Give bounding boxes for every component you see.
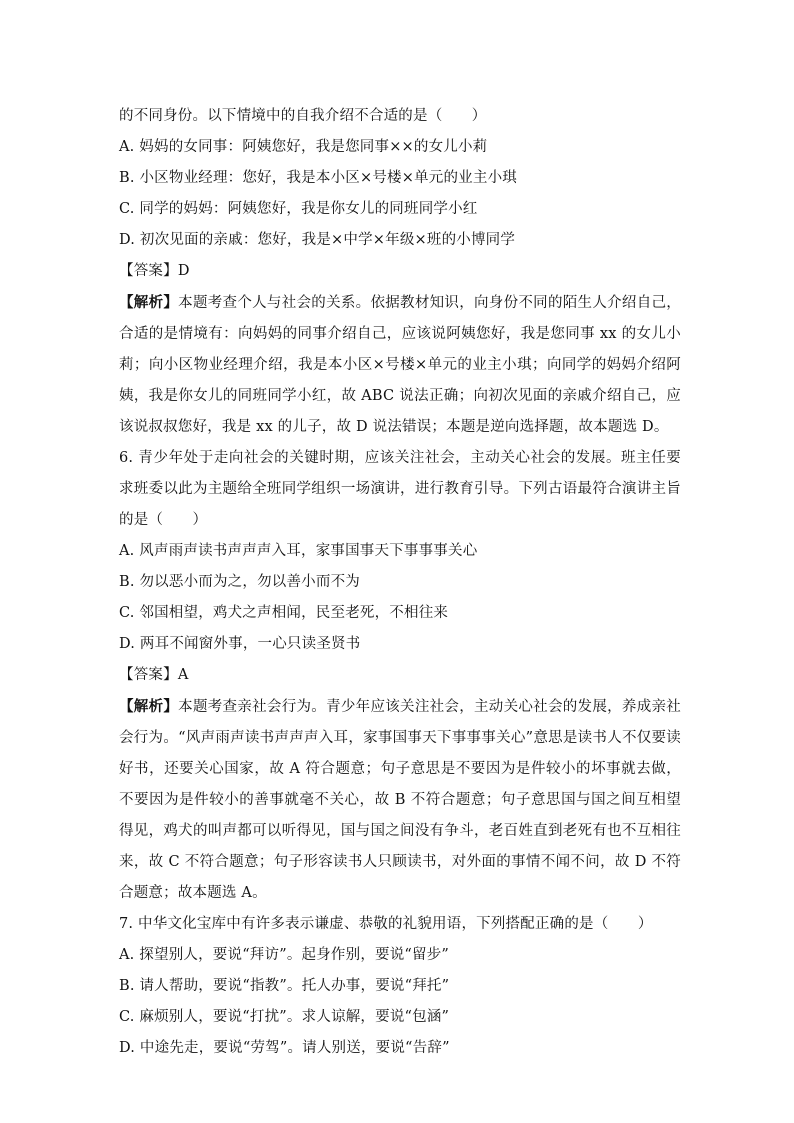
analysis-label: 【解析】 [119,698,179,715]
q5-option-a: A. 妈妈的女同事：阿姨您好，我是您同事××的女儿小莉 [119,139,488,155]
page-content [119,101,681,1064]
answer-label: 【答案】 [119,667,178,683]
answer-value: A [177,667,189,683]
q7-option-c: C. 麻烦别人，要说“打扰”。求人谅解，要说“包涵” [119,1009,450,1025]
q7-option-b: B. 请人帮助，要说“指教”。托人办事，要说“拜托” [119,978,450,994]
q6-analysis [119,691,681,909]
q6-option-d: D. 两耳不闻窗外事，一心只读圣贤书 [119,636,361,652]
q5-stem-tail: 的不同身份。以下情境中的自我介绍不合适的是（ ） [119,108,487,124]
q5-analysis [119,287,681,443]
answer-label: 【答案】 [119,263,178,279]
q7-option-d: D. 中途先走，要说“劳驾”。请人别送，要说“告辞” [119,1040,450,1056]
q5-answer [119,256,681,287]
q6-stem: 6. 青少年处于走向社会的关键时期，应该关注社会，主动关心社会的发展。班主任要求班委以此为主题给全班同学组织一场演讲，进行教育引导。下列古语最符合演讲主旨的是（ ） [119,450,681,528]
answer-value: D [177,263,190,279]
q7-stem: 7. 中华文化宝库中有许多表示谦虚、恭敬的礼貌用语，下列搭配正确的是（ ） [119,916,653,932]
q6-option-b: B. 勿以恶小而为之，勿以善小而不为 [119,574,360,590]
analysis-label: 【解析】 [119,294,179,311]
q6-option-a: A. 风声雨声读书声声声入耳，家事国事天下事事事关心 [119,543,478,559]
analysis-text: 本题考查亲社会行为。青少年应该关注社会，主动关心社会的发展，养成亲社会行为。“风声雨声读书声声声入耳，家事国事天下事事事关心”意思是读书人不仅要读好书，还要关心国家，故 A 符合题意；句子意思是不要因为是件较小的坏事就去做，不要因为是件较小的善事就毫不关心，故 B 不符合题意；句子意思国与国之间互相望得见，鸡犬的叫声都可以听得见，国与国之间没有争斗，老百姓直到老死有也不互相往来，故 C 不符合题意；句子形容读书人只顾读书，对外面的事情不闻不问，故 D 不符合题意；故本题选 A。 [119,699,681,901]
q6-answer [119,660,681,691]
q5-option-c: C. 同学的妈妈：阿姨您好，我是你女儿的同班同学小红 [119,201,478,217]
q5-option-d: D. 初次见面的亲戚：您好，我是×中学×年级×班的小博同学 [119,232,516,248]
analysis-text: 本题考查个人与社会的关系。依据教材知识，向身份不同的陌生人介绍自己，合适的是情境有：向妈妈的同事介绍自己，应该说阿姨您好，我是您同事 xx 的女儿小莉；向小区物业经理介绍，我是本小区×号楼×单元的业主小琪；向同学的妈妈介绍阿姨，我是你女儿的同班同学小红，故 ABC 说法正确；向初次见面的亲戚介绍自己，应该说叔叔您好，我是 xx 的儿子，故 D 说法错误；本题是逆向选择题，故本题选 D。 [119,295,681,435]
q6-option-c: C. 邻国相望，鸡犬之声相闻，民至老死，不相往来 [119,605,449,621]
q7-option-a: A. 探望别人，要说“拜访”。起身作别，要说“留步” [119,947,450,963]
q5-option-b: B. 小区物业经理：您好，我是本小区×号楼×单元的业主小琪 [119,170,517,186]
